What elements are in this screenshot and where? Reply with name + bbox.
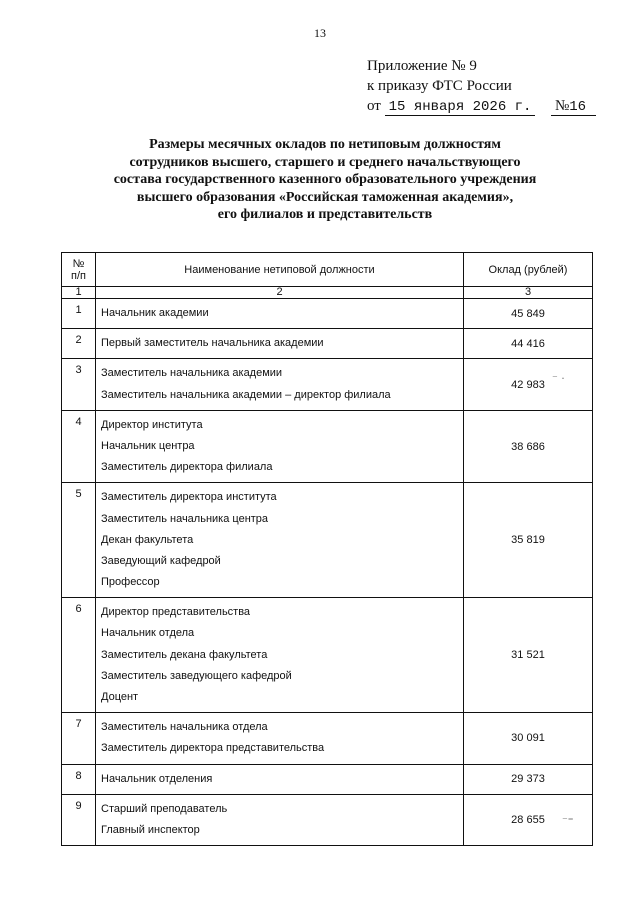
table-row: [62, 764, 593, 794]
document-title: [80, 136, 570, 224]
position-name: Главный инспектор: [101, 823, 200, 836]
position-name: Старший преподаватель: [101, 802, 228, 815]
row-salary: 42 983: [464, 359, 593, 410]
position-name: Директор представительства: [101, 606, 251, 619]
table-header-row: [62, 253, 593, 287]
annex-block: [367, 56, 596, 116]
position-name: Заместитель начальника академии – директор филиала: [101, 388, 391, 401]
row-salary: 44 416: [464, 329, 593, 359]
row-positions: [96, 299, 464, 329]
row-positions: [96, 483, 464, 598]
position-name: Начальник академии: [101, 307, 209, 319]
annex-date-line: [367, 96, 596, 116]
table-row: [62, 713, 593, 764]
title-line: состава государственного казенного образовательного учреждения: [113, 172, 537, 187]
position-name: Начальник отдела: [101, 627, 195, 640]
row-number: 8: [62, 764, 96, 794]
table-row: [62, 483, 593, 598]
position-name: Заведующий кафедрой: [101, 554, 221, 567]
row-salary: 45 849: [464, 299, 593, 329]
position-name: Заместитель директора филиала: [101, 461, 273, 474]
position-name: Заместитель начальника отдела: [101, 721, 268, 734]
row-positions: [96, 329, 464, 359]
row-positions: [96, 410, 464, 483]
position-name: Первый заместитель начальника академии: [101, 337, 324, 350]
position-name: Декан факультета: [101, 533, 194, 546]
column-index: 2: [96, 287, 464, 299]
salary-table: [61, 252, 593, 846]
table-row: [62, 410, 593, 483]
table-body: [62, 299, 593, 846]
position-name: Доцент: [101, 691, 139, 703]
title-line: высшего образования «Российская таможенная академия»,: [136, 189, 514, 205]
annex-number-value: 16: [569, 99, 587, 115]
header-num: [62, 253, 96, 287]
scan-mark-icon: ⁻ ·: [552, 372, 565, 385]
row-number: 9: [62, 794, 96, 845]
row-positions: [96, 598, 464, 713]
annex-number: [551, 99, 596, 116]
position-name: Начальник отделения: [101, 772, 213, 785]
row-salary: 28 655: [464, 794, 593, 845]
row-salary: 30 091: [464, 713, 593, 764]
position-name: Заместитель директора представительства: [101, 742, 325, 755]
row-number: 5: [62, 483, 96, 598]
row-positions: [96, 359, 464, 410]
annex-title: Приложение № 9: [367, 58, 477, 74]
table-row: [62, 794, 593, 845]
position-name: Заместитель директора института: [101, 491, 277, 504]
header-num-line1: №: [72, 257, 85, 270]
row-number: 7: [62, 713, 96, 764]
row-number: 3: [62, 359, 96, 410]
column-index: 1: [62, 287, 96, 299]
annex-number-prefix: №: [554, 98, 570, 114]
row-number: 2: [62, 329, 96, 359]
row-salary: 29 373: [464, 764, 593, 794]
column-index: 3: [464, 287, 593, 299]
row-number: 4: [62, 410, 96, 483]
position-name: Заместитель начальника центра: [101, 512, 269, 525]
header-salary: Оклад (рублей): [464, 253, 593, 287]
row-positions: [96, 794, 464, 845]
title-line: Размеры месячных окладов по нетиповым должностям: [149, 137, 501, 152]
title-line: сотрудников высшего, старшего и среднего начальствующего: [129, 154, 521, 170]
position-name: Начальник центра: [101, 439, 195, 452]
annex-order: к приказу ФТС России: [367, 78, 512, 94]
table-row: [62, 359, 593, 410]
position-name: Профессор: [101, 576, 160, 589]
position-name: Заместитель начальника академии: [101, 367, 283, 380]
page-number: 13: [314, 26, 326, 40]
row-salary: 35 819: [464, 483, 593, 598]
table-index-row: [62, 287, 593, 299]
annex-date-value: 15 января 2026 г.: [385, 100, 536, 116]
title-line: его филиалов и представительств: [217, 207, 433, 222]
annex-date-prefix: от: [367, 98, 381, 114]
position-name: Директор института: [101, 418, 203, 431]
row-salary: 31 521: [464, 598, 593, 713]
header-position: Наименование нетиповой должности: [96, 253, 464, 287]
row-positions: [96, 713, 464, 764]
row-number: 6: [62, 598, 96, 713]
row-salary: 38 686: [464, 410, 593, 483]
row-number: 1: [62, 299, 96, 329]
scan-mark-icon: ⁻⁼: [562, 814, 574, 827]
table-row: [62, 598, 593, 713]
header-num-line2: п/п: [71, 269, 86, 282]
position-name: Заместитель заведующего кафедрой: [101, 669, 292, 682]
position-name: Заместитель декана факультета: [101, 648, 268, 661]
table-row: [62, 329, 593, 359]
row-positions: [96, 764, 464, 794]
table-row: [62, 299, 593, 329]
